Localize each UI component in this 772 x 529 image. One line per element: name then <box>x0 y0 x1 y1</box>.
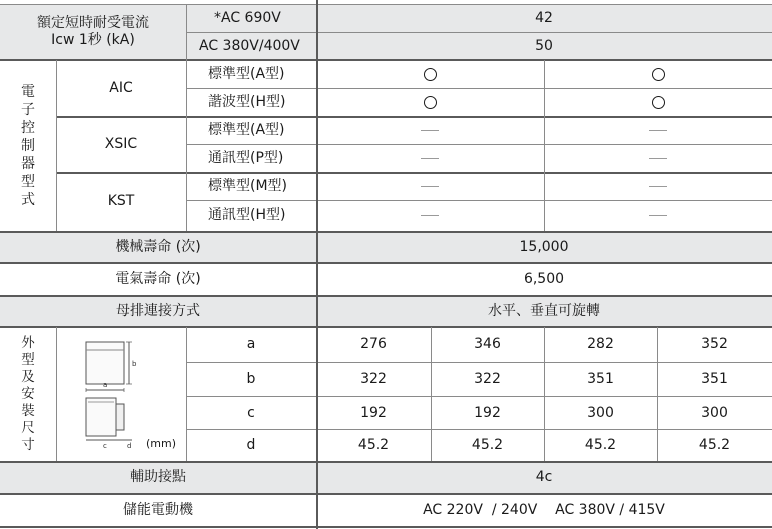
rated-current-condition: *AC 690V <box>214 9 281 26</box>
dash-icon <box>649 215 667 216</box>
dimensions-label-char: 裝 <box>21 402 35 419</box>
controller-label-char: 型 <box>21 173 35 190</box>
availability-mark <box>544 200 772 231</box>
availability-mark <box>316 60 544 88</box>
mechanical-life-value: 15,000 <box>519 238 569 255</box>
motor-operator-value: AC 220V / 240V AC 380V / 415V <box>423 501 665 518</box>
availability-mark <box>316 172 544 200</box>
dimension-value: 45.2 <box>357 437 390 453</box>
dimension-value: 351 <box>587 371 614 387</box>
availability-mark <box>316 144 544 172</box>
col-rule <box>56 327 57 461</box>
controller-type: 標準型(A型) <box>208 121 285 138</box>
dimension-value: 45.2 <box>584 437 617 453</box>
dimension-value: 322 <box>474 371 501 387</box>
dimensions-label <box>0 327 56 461</box>
availability-mark <box>544 172 772 200</box>
dimension-value: 346 <box>474 336 501 352</box>
controller-label-char: 控 <box>21 119 35 136</box>
dimension-value: 351 <box>701 371 728 387</box>
availability-mark <box>316 116 544 144</box>
controller-type: 通訊型(H型) <box>208 207 286 223</box>
rated-current-value: 50 <box>535 37 553 54</box>
availability-mark <box>544 88 772 116</box>
busbar-label: 母排連接方式 <box>116 302 200 319</box>
dimensions-label-char: 及 <box>21 368 35 385</box>
circle-icon <box>652 68 665 81</box>
breaker-front-view <box>86 342 124 384</box>
controller-label-char: 電 <box>21 83 35 100</box>
dimensions-label-char: 外 <box>21 334 35 351</box>
rated-current-label <box>0 4 186 60</box>
controller-label-char: 器 <box>21 155 35 172</box>
dimension-d-label: d <box>127 442 132 450</box>
availability-mark <box>544 116 772 144</box>
busbar-value: 水平、垂直可旋轉 <box>488 302 600 319</box>
aux-contacts-label: 輔助接點 <box>130 469 186 485</box>
dimension-value: 276 <box>360 336 387 352</box>
rated-current-value: 42 <box>535 9 553 26</box>
controller-label-char: 制 <box>21 137 35 154</box>
dash-icon <box>421 158 439 159</box>
dimension-b-label: b <box>132 360 137 368</box>
dimension-value: 300 <box>587 404 614 421</box>
controller-group-name: AIC <box>109 79 133 96</box>
circle-icon <box>652 96 665 109</box>
dimension-value: 282 <box>587 336 614 352</box>
controller-type: 諧波型(H型) <box>208 93 286 110</box>
controller-group-name: XSIC <box>104 135 138 152</box>
dash-icon <box>649 186 667 187</box>
controller-label-char: 子 <box>21 101 35 118</box>
dimensions-label-char: 尺 <box>21 419 35 436</box>
controller-group-name: KST <box>107 193 135 209</box>
rated-current-label-line1: 額定短時耐受電流 <box>37 15 149 31</box>
circle-icon <box>424 68 437 81</box>
dimension-value: 300 <box>701 404 728 421</box>
controller-type: 標準型(A型) <box>208 65 285 82</box>
dimension-value: 192 <box>360 404 387 421</box>
dimensions-label-char: 安 <box>21 385 35 402</box>
dimension-value: 322 <box>360 371 387 387</box>
electrical-life-label: 電氣壽命 (次) <box>115 270 201 287</box>
dimension-value: 45.2 <box>698 437 731 453</box>
rated-current-condition: AC 380V/400V <box>199 37 300 54</box>
dimension-name: a <box>246 336 256 352</box>
dimension-value: 45.2 <box>471 437 504 453</box>
dash-icon <box>421 215 439 216</box>
aux-contacts-value: 4c <box>535 469 553 485</box>
controller-label-char: 式 <box>21 191 35 208</box>
electrical-life-value: 6,500 <box>523 270 565 287</box>
dash-icon <box>421 186 439 187</box>
dimension-a-label: a <box>103 381 108 389</box>
controller-label <box>0 60 56 231</box>
unit-label: (mm) <box>146 437 177 450</box>
controller-type: 標準型(M型) <box>208 177 288 194</box>
availability-mark <box>544 60 772 88</box>
dimension-name: d <box>246 437 256 453</box>
dimension-name: c <box>247 404 255 421</box>
availability-mark <box>316 88 544 116</box>
dimensions-label-char: 寸 <box>21 436 35 453</box>
availability-mark <box>544 144 772 172</box>
breaker-side-view <box>86 398 116 436</box>
availability-mark <box>316 200 544 231</box>
dimension-value: 192 <box>474 404 501 421</box>
dash-icon <box>649 130 667 131</box>
circle-icon <box>424 96 437 109</box>
mechanical-life-label: 機械壽命 (次) <box>115 238 201 255</box>
dimension-c-label: c <box>103 442 107 450</box>
dimension-value: 352 <box>701 336 728 352</box>
dash-icon <box>421 130 439 131</box>
dimensions-label-char: 型 <box>21 351 35 368</box>
rated-current-label-line2: Icw 1秒 (kA) <box>51 32 135 48</box>
dimension-name: b <box>246 371 256 387</box>
rule <box>0 526 772 528</box>
controller-type: 通訊型(P型) <box>208 149 284 166</box>
motor-operator-label: 儲能電動機 <box>123 501 193 518</box>
dash-icon <box>649 158 667 159</box>
